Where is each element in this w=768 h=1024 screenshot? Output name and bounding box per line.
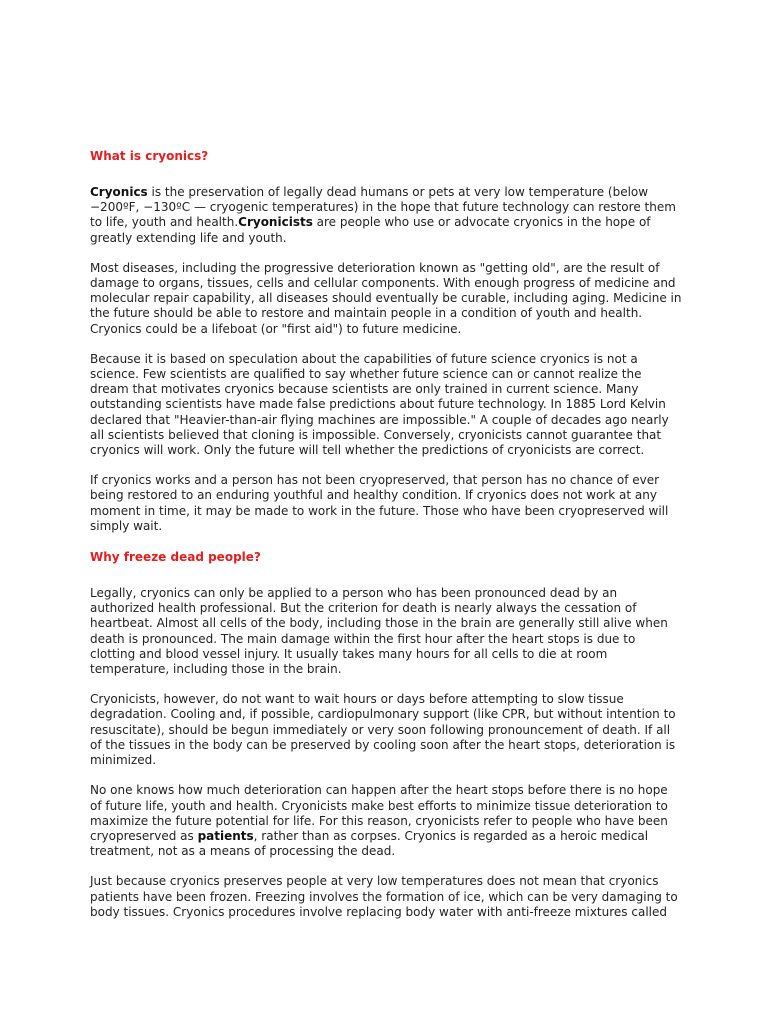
term-bold: Cryonicists	[238, 215, 313, 230]
paragraph	[90, 473, 682, 534]
paragraph	[90, 783, 682, 859]
section-heading: Why freeze dead people?	[90, 550, 261, 565]
paragraph	[90, 352, 682, 458]
text-segment: is the preservation of legally dead humans or pets at very low temperature (below −200ºF, −130ºC — cryogenic temperatures) in the hope that future technology can restore them to life, youth and health.	[90, 185, 676, 230]
text-segment: Cryonicists, however, do not want to wait hours or days before attempting to slow tissue degradation. Cooling and, if possible, cardiopulmonary support (like CPR, but without intention to resuscitate), should be begun immediately or very soon following pronouncement of death. If all of the tissues in the body can be preserved by cooling soon after the heart stops, deterioration is minimized.	[90, 692, 676, 768]
term-bold: patients	[197, 828, 254, 843]
text-segment: , rather than as corpses. Cryonics is regarded as a heroic medical treatment, not as a means of processing the dead.	[90, 828, 649, 859]
text-segment: Because it is based on speculation about the capabilities of future science cryonics is not a science. Few scientists are qualified to say whether future science can or cannot realize the dream that motivates cryonics because scientists are only trained in current science. Many outstanding scientists have made false predictions about future technology. In 1885 Lord Kelvin declared that "Heavier-than-air flying machines are impossible." A couple of decades ago nearly all scientists believed that cloning is impossible. Conversely, cryonicists cannot guarantee that cryonics will work. Only the future will tell whether the predictions of cryonicists are correct.	[90, 351, 669, 458]
section-heading: What is cryonics?	[90, 149, 209, 163]
document-page	[90, 148, 682, 935]
text-segment: Most diseases, including the progressive deterioration known as "getting old", are the result of damage to organs, tissues, cells and cellular components. With enough progress of medicine and molecular repair capability, all diseases should eventually be curable, including aging. Medicine in the future should be able to restore and maintain people in a condition of youth and health. Cryonics could be a lifeboat (or "first aid") to future medicine.	[90, 260, 682, 336]
term-bold: Cryonics	[90, 185, 148, 199]
section-why-freeze-dead-people	[90, 549, 682, 920]
text-segment: No one knows how much deterioration can happen after the heart stops before there is no hope of future life, youth and health. Cryonicists make best efforts to minimize tissue deterioration to maximize the future potential for life. For this reason, cryonicists refer to people who have been cryopreserved as	[90, 783, 668, 843]
text-segment: If cryonics works and a person has not been cryopreserved, that person has no chance of ever being restored to an enduring youthful and healthy condition. If cryonics does not work at any moment in time, it may be made to work in the future. Those who have been cryopreserved will simply wait.	[90, 473, 669, 533]
paragraph	[90, 185, 682, 246]
paragraph	[90, 586, 682, 677]
paragraph	[90, 261, 682, 337]
paragraph	[90, 874, 682, 920]
text-segment: are people who use or advocate cryonics in the hope of greatly extending life and youth.	[90, 215, 651, 245]
text-segment: Just because cryonics preserves people at very low temperatures does not mean that cryonics patients have been frozen. Freezing involves the formation of ice, which can be very damaging to body tissues. Cryonics procedures involve replacing body water with anti-freeze mixtures called	[90, 874, 678, 919]
paragraph	[90, 692, 682, 768]
section-what-is-cryonics	[90, 148, 682, 534]
text-segment: Legally, cryonics can only be applied to a person who has been pronounced dead by an authorized health professional. But the criterion for death is nearly always the cessation of heartbeat. Almost all cells of the body, including those in the brain are generally still alive when death is pronounced. The main damage within the first hour after the heart stops is due to clotting and blood vessel injury. It usually takes many hours for all cells to die at room temperature, including those in the brain.	[90, 586, 668, 677]
